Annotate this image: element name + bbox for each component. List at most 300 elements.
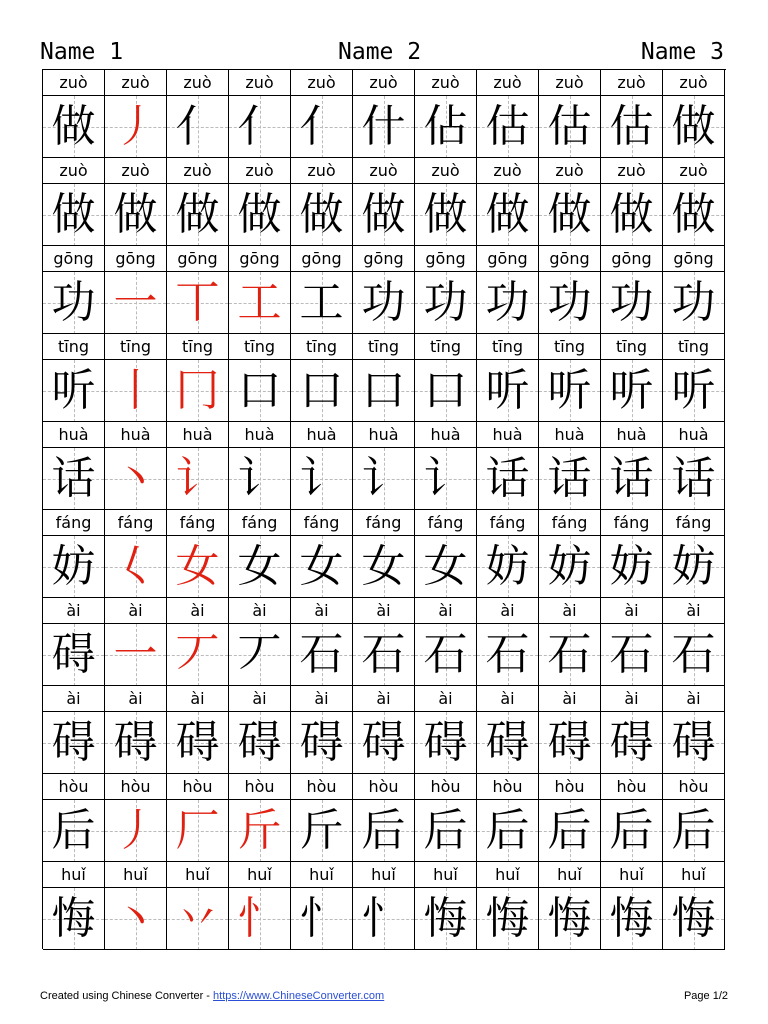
character-glyph: 女 xyxy=(299,541,344,592)
pinyin-label: gōng xyxy=(601,246,662,272)
hanzi-box xyxy=(539,536,600,598)
practice-cell xyxy=(663,510,725,598)
practice-cell xyxy=(167,598,229,686)
pinyin-label: ài xyxy=(415,598,476,624)
pinyin-label: zuò xyxy=(601,70,662,96)
new-stroke-highlight: 丅 xyxy=(175,277,220,328)
practice-cell xyxy=(539,774,601,862)
practice-cell xyxy=(105,246,167,334)
hanzi-box xyxy=(477,712,538,774)
stroke-step-character xyxy=(353,184,414,246)
pinyin-label: huà xyxy=(353,422,414,448)
practice-cell xyxy=(477,686,539,774)
character-glyph: 估 xyxy=(609,101,654,152)
pinyin-label: ài xyxy=(601,686,662,712)
practice-cell xyxy=(601,510,663,598)
pinyin-label: fáng xyxy=(105,510,166,536)
hanzi-box xyxy=(601,360,662,422)
model-character xyxy=(43,624,104,686)
stroke-step-character xyxy=(291,272,352,334)
stroke-step-character xyxy=(477,624,538,686)
practice-row xyxy=(43,862,727,950)
hanzi-box xyxy=(663,800,724,862)
stroke-step-character xyxy=(229,360,290,422)
character-glyph: 亻 xyxy=(175,101,220,152)
pinyin-label: fáng xyxy=(353,510,414,536)
stroke-step-character xyxy=(229,536,290,598)
character-glyph: 丆 xyxy=(237,629,282,680)
hanzi-box xyxy=(539,888,600,950)
character-glyph: 悔 xyxy=(671,893,716,944)
pinyin-label: zuò xyxy=(43,158,104,184)
practice-cell xyxy=(291,158,353,246)
hanzi-box xyxy=(663,536,724,598)
pinyin-label: ài xyxy=(477,686,538,712)
stroke-step-character xyxy=(105,272,166,334)
practice-cell xyxy=(415,686,477,774)
stroke-step-character xyxy=(105,360,166,422)
practice-cell xyxy=(477,334,539,422)
character-glyph: 妨 xyxy=(671,541,716,592)
stroke-step-character xyxy=(415,536,476,598)
practice-row xyxy=(43,686,727,774)
hanzi-box xyxy=(539,624,600,686)
practice-cell xyxy=(167,158,229,246)
hanzi-box xyxy=(43,272,104,334)
stroke-step-character xyxy=(477,272,538,334)
character-glyph: 女 xyxy=(237,541,282,592)
practice-cell xyxy=(353,598,415,686)
practice-row xyxy=(43,598,727,686)
hanzi-box xyxy=(291,536,352,598)
pinyin-label: zuò xyxy=(43,70,104,96)
hanzi-box xyxy=(105,888,166,950)
pinyin-label: ài xyxy=(539,598,600,624)
hanzi-box xyxy=(663,624,724,686)
new-stroke-highlight: 丆 xyxy=(175,629,220,680)
pinyin-label: tīng xyxy=(43,334,104,360)
practice-cell xyxy=(663,246,725,334)
pinyin-label: ài xyxy=(601,598,662,624)
practice-cell xyxy=(105,774,167,862)
character-glyph: 妨 xyxy=(51,541,96,592)
character-glyph: 工 xyxy=(299,277,344,328)
hanzi-box xyxy=(477,272,538,334)
character-glyph: 功 xyxy=(51,277,96,328)
character-glyph: 石 xyxy=(423,629,468,680)
hanzi-box xyxy=(477,448,538,510)
stroke-step-character xyxy=(663,800,724,862)
practice-cell xyxy=(105,598,167,686)
pinyin-label: tīng xyxy=(415,334,476,360)
character-glyph: 听 xyxy=(51,365,96,416)
stroke-step-character xyxy=(229,888,290,950)
hanzi-box xyxy=(43,96,104,158)
pinyin-label: ài xyxy=(229,598,290,624)
page-footer xyxy=(40,989,728,1005)
stroke-step-character xyxy=(415,448,476,510)
character-glyph: 做 xyxy=(547,189,592,240)
practice-cell xyxy=(167,510,229,598)
pinyin-label: gōng xyxy=(43,246,104,272)
character-glyph: 石 xyxy=(609,629,654,680)
model-character xyxy=(43,536,104,598)
character-glyph: 做 xyxy=(299,189,344,240)
character-glyph: 女 xyxy=(361,541,406,592)
stroke-step-character xyxy=(601,448,662,510)
practice-cell xyxy=(539,686,601,774)
hanzi-box xyxy=(663,184,724,246)
new-stroke-highlight: 丨 xyxy=(113,365,158,416)
hanzi-box xyxy=(477,888,538,950)
practice-cell xyxy=(229,862,291,950)
character-glyph: 碍 xyxy=(175,717,220,768)
stroke-step-character xyxy=(229,184,290,246)
stroke-step-character xyxy=(167,96,228,158)
hanzi-box xyxy=(105,360,166,422)
character-glyph: 碍 xyxy=(237,717,282,768)
character-glyph: 后 xyxy=(361,805,406,856)
stroke-step-character xyxy=(415,272,476,334)
character-glyph: 做 xyxy=(175,189,220,240)
practice-cell xyxy=(415,510,477,598)
stroke-step-character xyxy=(539,184,600,246)
stroke-step-character xyxy=(477,184,538,246)
hanzi-box xyxy=(663,96,724,158)
character-glyph: 后 xyxy=(485,805,530,856)
stroke-step-character xyxy=(477,536,538,598)
stroke-step-character xyxy=(415,712,476,774)
new-stroke-highlight: 𡿨 xyxy=(113,541,158,592)
stroke-step-character xyxy=(601,184,662,246)
pinyin-label: huà xyxy=(291,422,352,448)
hanzi-box xyxy=(477,800,538,862)
stroke-step-character xyxy=(167,888,228,950)
hanzi-box xyxy=(229,96,290,158)
pinyin-label: huǐ xyxy=(539,862,600,888)
hanzi-box xyxy=(415,536,476,598)
hanzi-box xyxy=(291,360,352,422)
hanzi-box xyxy=(415,624,476,686)
hanzi-box xyxy=(663,712,724,774)
pinyin-label: huà xyxy=(601,422,662,448)
practice-cell xyxy=(415,246,477,334)
stroke-step-character xyxy=(539,96,600,158)
practice-row xyxy=(43,774,727,862)
new-stroke-highlight: 工 xyxy=(237,277,282,328)
hanzi-box xyxy=(291,712,352,774)
practice-cell xyxy=(291,862,353,950)
stroke-step-character xyxy=(415,184,476,246)
hanzi-box xyxy=(291,888,352,950)
character-glyph: 做 xyxy=(361,189,406,240)
hanzi-box xyxy=(43,448,104,510)
pinyin-label: huǐ xyxy=(353,862,414,888)
character-glyph: 石 xyxy=(671,629,716,680)
practice-cell xyxy=(167,246,229,334)
hanzi-box xyxy=(105,448,166,510)
stroke-step-character xyxy=(167,184,228,246)
pinyin-label: tīng xyxy=(353,334,414,360)
stroke-step-character xyxy=(291,536,352,598)
new-stroke-highlight: 一 xyxy=(113,277,158,328)
hanzi-box xyxy=(601,800,662,862)
practice-cell xyxy=(663,158,725,246)
practice-cell xyxy=(353,774,415,862)
stroke-step-character xyxy=(601,96,662,158)
practice-cell xyxy=(43,510,105,598)
hanzi-box xyxy=(229,712,290,774)
character-glyph: 做 xyxy=(51,189,96,240)
practice-cell xyxy=(43,862,105,950)
pinyin-label: ài xyxy=(105,598,166,624)
hanzi-box xyxy=(291,800,352,862)
pinyin-label: huǐ xyxy=(477,862,538,888)
hanzi-box xyxy=(477,184,538,246)
practice-cell xyxy=(663,686,725,774)
hanzi-box xyxy=(105,272,166,334)
hanzi-box xyxy=(601,184,662,246)
hanzi-box xyxy=(43,712,104,774)
stroke-step-character xyxy=(353,448,414,510)
pinyin-label: zuò xyxy=(105,158,166,184)
stroke-step-character xyxy=(539,360,600,422)
hanzi-box xyxy=(167,448,228,510)
character-glyph: 佔 xyxy=(423,101,468,152)
practice-cell xyxy=(229,158,291,246)
hanzi-box xyxy=(167,888,228,950)
model-character xyxy=(43,448,104,510)
model-character xyxy=(43,96,104,158)
pinyin-label: ài xyxy=(663,598,724,624)
stroke-step-character xyxy=(105,624,166,686)
hanzi-box xyxy=(291,184,352,246)
pinyin-label: huǐ xyxy=(105,862,166,888)
pinyin-label: ài xyxy=(477,598,538,624)
new-stroke-highlight: 冂 xyxy=(175,365,220,416)
stroke-step-character xyxy=(601,536,662,598)
pinyin-label: huǐ xyxy=(167,862,228,888)
character-glyph: 妨 xyxy=(547,541,592,592)
pinyin-label: zuò xyxy=(539,70,600,96)
hanzi-box xyxy=(663,888,724,950)
practice-cell xyxy=(167,774,229,862)
page-number: Page 1/2 xyxy=(683,990,728,1002)
character-glyph: 话 xyxy=(51,453,96,504)
pinyin-label: zuò xyxy=(477,70,538,96)
character-glyph: 做 xyxy=(423,189,468,240)
pinyin-label: ài xyxy=(663,686,724,712)
stroke-step-character xyxy=(477,96,538,158)
hanzi-box xyxy=(167,712,228,774)
character-glyph: 碍 xyxy=(547,717,592,768)
hanzi-box xyxy=(353,800,414,862)
pinyin-label: ài xyxy=(43,686,104,712)
practice-cell xyxy=(43,70,105,158)
practice-row xyxy=(43,422,727,510)
character-glyph: 功 xyxy=(485,277,530,328)
practice-cell xyxy=(43,246,105,334)
pinyin-label: tīng xyxy=(539,334,600,360)
practice-cell xyxy=(229,246,291,334)
practice-cell xyxy=(539,246,601,334)
pinyin-label: huà xyxy=(415,422,476,448)
character-glyph: 悔 xyxy=(609,893,654,944)
character-glyph: 后 xyxy=(423,805,468,856)
practice-cell xyxy=(229,422,291,510)
practice-cell xyxy=(415,422,477,510)
practice-cell xyxy=(43,686,105,774)
character-glyph: 碍 xyxy=(485,717,530,768)
practice-cell xyxy=(539,862,601,950)
practice-cell xyxy=(167,70,229,158)
practice-cell xyxy=(353,862,415,950)
character-glyph: 石 xyxy=(299,629,344,680)
pinyin-label: fáng xyxy=(167,510,228,536)
pinyin-label: huǐ xyxy=(663,862,724,888)
stroke-step-character xyxy=(539,624,600,686)
hanzi-box xyxy=(353,448,414,510)
practice-cell xyxy=(477,774,539,862)
character-glyph: 讠 xyxy=(237,453,282,504)
pinyin-label: zuò xyxy=(477,158,538,184)
footer-credit xyxy=(40,989,384,1003)
stroke-step-character xyxy=(663,712,724,774)
new-stroke-highlight: 一 xyxy=(113,629,158,680)
stroke-step-character xyxy=(229,800,290,862)
character-glyph: 做 xyxy=(609,189,654,240)
character-glyph: 讠 xyxy=(299,453,344,504)
practice-cell xyxy=(601,686,663,774)
practice-row xyxy=(43,510,727,598)
pinyin-label: hòu xyxy=(663,774,724,800)
practice-cell xyxy=(601,422,663,510)
footer-website-link[interactable]: https://www.ChineseConverter.com xyxy=(213,990,385,1002)
practice-cell xyxy=(415,862,477,950)
practice-cell xyxy=(353,334,415,422)
practice-cell xyxy=(229,598,291,686)
character-glyph: 碍 xyxy=(609,717,654,768)
stroke-step-character xyxy=(353,888,414,950)
practice-cell xyxy=(477,862,539,950)
character-glyph: 妨 xyxy=(485,541,530,592)
pinyin-label: ài xyxy=(291,686,352,712)
new-stroke-highlight: 丶 xyxy=(113,893,158,944)
pinyin-label: gōng xyxy=(477,246,538,272)
character-glyph: 功 xyxy=(361,277,406,328)
stroke-step-character xyxy=(539,712,600,774)
practice-cell xyxy=(477,158,539,246)
stroke-step-character xyxy=(167,712,228,774)
pinyin-label: ài xyxy=(539,686,600,712)
hanzi-box xyxy=(167,536,228,598)
new-stroke-highlight: 女 xyxy=(175,541,220,592)
hanzi-box xyxy=(229,184,290,246)
pinyin-label: tīng xyxy=(229,334,290,360)
pinyin-label: fáng xyxy=(601,510,662,536)
pinyin-label: gōng xyxy=(229,246,290,272)
pinyin-label: tīng xyxy=(167,334,228,360)
hanzi-box xyxy=(291,272,352,334)
stroke-step-character xyxy=(105,96,166,158)
pinyin-label: tīng xyxy=(601,334,662,360)
practice-cell xyxy=(229,510,291,598)
stroke-step-character xyxy=(291,624,352,686)
hanzi-box xyxy=(229,800,290,862)
character-glyph: 斤 xyxy=(299,805,344,856)
character-glyph: 悔 xyxy=(51,893,96,944)
practice-cell xyxy=(415,334,477,422)
practice-cell xyxy=(663,334,725,422)
hanzi-box xyxy=(353,888,414,950)
stroke-step-character xyxy=(167,360,228,422)
hanzi-box xyxy=(477,624,538,686)
character-glyph: 功 xyxy=(547,277,592,328)
pinyin-label: fáng xyxy=(663,510,724,536)
pinyin-label: tīng xyxy=(663,334,724,360)
practice-cell xyxy=(167,686,229,774)
character-glyph: 女 xyxy=(423,541,468,592)
practice-cell xyxy=(539,510,601,598)
practice-cell xyxy=(291,774,353,862)
pinyin-label: huà xyxy=(477,422,538,448)
hanzi-box xyxy=(167,360,228,422)
practice-cell xyxy=(291,70,353,158)
pinyin-label: ài xyxy=(353,686,414,712)
character-glyph: 听 xyxy=(671,365,716,416)
hanzi-box xyxy=(105,96,166,158)
practice-cell xyxy=(539,70,601,158)
hanzi-box xyxy=(415,360,476,422)
pinyin-label: hòu xyxy=(353,774,414,800)
character-glyph: 听 xyxy=(547,365,592,416)
hanzi-box xyxy=(663,360,724,422)
hanzi-box xyxy=(477,96,538,158)
pinyin-label: hòu xyxy=(477,774,538,800)
pinyin-label: fáng xyxy=(43,510,104,536)
pinyin-label: tīng xyxy=(105,334,166,360)
hanzi-box xyxy=(353,96,414,158)
pinyin-label: zuò xyxy=(229,158,290,184)
hanzi-box xyxy=(539,96,600,158)
stroke-step-character xyxy=(601,624,662,686)
practice-cell xyxy=(291,246,353,334)
hanzi-box xyxy=(167,800,228,862)
practice-cell xyxy=(105,422,167,510)
hanzi-box xyxy=(539,448,600,510)
name-1-label: Name 1 xyxy=(40,39,124,65)
pinyin-label: gōng xyxy=(105,246,166,272)
practice-row xyxy=(43,246,727,334)
pinyin-label: gōng xyxy=(415,246,476,272)
pinyin-label: zuò xyxy=(663,158,724,184)
hanzi-box xyxy=(353,184,414,246)
stroke-step-character xyxy=(663,360,724,422)
stroke-step-character xyxy=(291,96,352,158)
stroke-step-character xyxy=(663,624,724,686)
character-glyph: 什 xyxy=(361,101,406,152)
stroke-step-character xyxy=(415,96,476,158)
hanzi-box xyxy=(539,800,600,862)
model-character xyxy=(43,888,104,950)
stroke-step-character xyxy=(291,800,352,862)
character-glyph: 话 xyxy=(609,453,654,504)
character-glyph: 话 xyxy=(547,453,592,504)
practice-cell xyxy=(43,598,105,686)
pinyin-label: zuò xyxy=(167,158,228,184)
practice-cell xyxy=(663,598,725,686)
hanzi-box xyxy=(167,624,228,686)
